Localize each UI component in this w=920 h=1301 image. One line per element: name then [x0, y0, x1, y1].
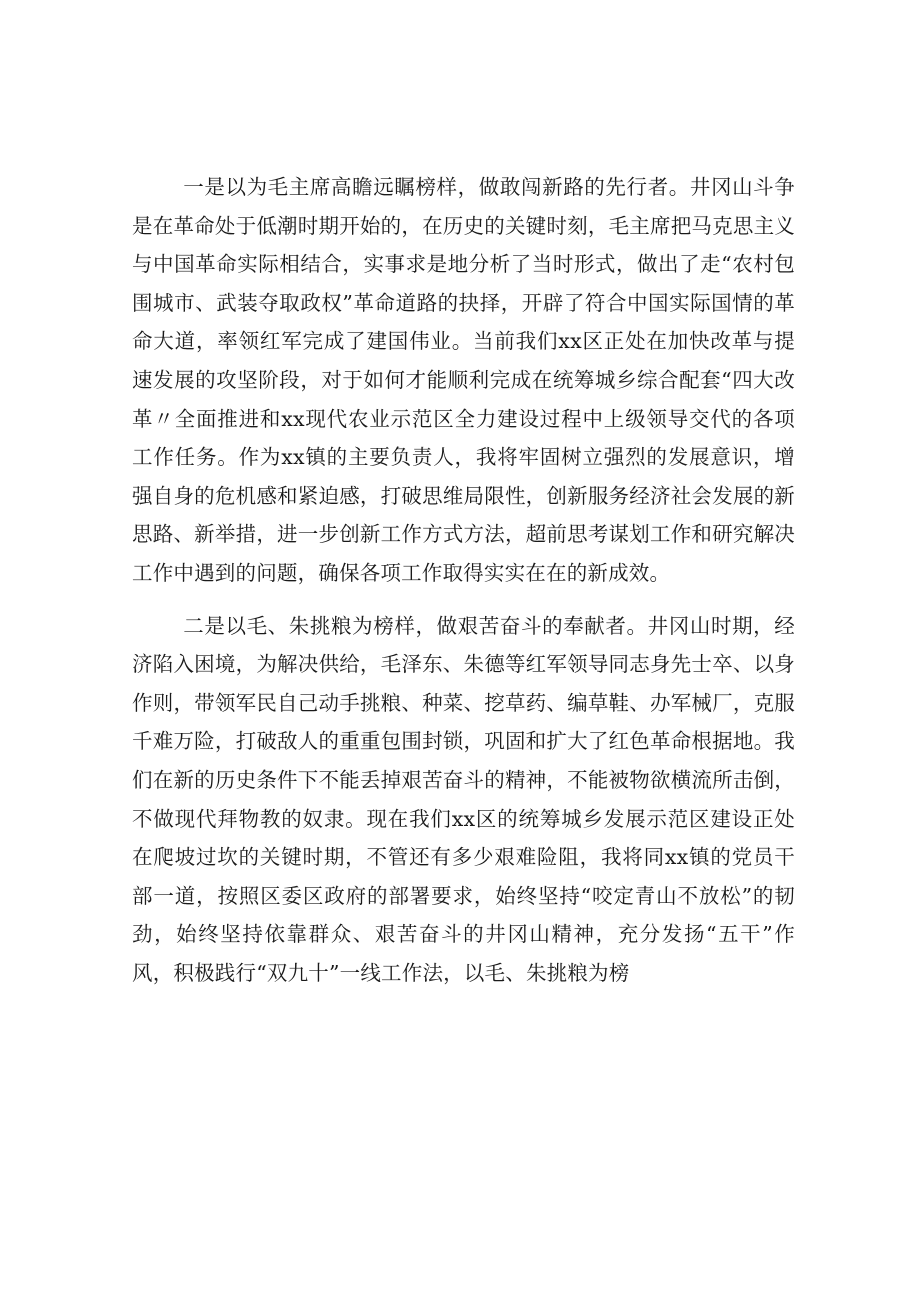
- paragraph-2: 二是以毛、朱挑粮为榜样，做艰苦奋斗的奉献者。井冈山时期，经济陷入困境，为解决供给，毛泽东、朱德等红军领导同志身先士卒、以身作则，带领军民自己动手挑粮、种菜、挖草药、编草鞋、办军械厂，克服千难万险，打破敌人的重重包围封锁，巩固和扩大了红色革命根据地。我们在新的历史条件下不能丢掉艰苦奋斗的精神，不能被物欲横流所击倒，不做现代拜物教的奴隶。现在我们xx区的统筹城乡发展示范区建设正处在爬坡过坎的关键时期，不管还有多少艰难险阻，我将同xx镇的党员干部一道，按照区委区政府的部署要求，始终坚持“咬定青山不放松”的韧劲，始终坚持依靠群众、艰苦奋斗的井冈山精神，充分发扬“五干”作风，积极践行“双九十”一线工作法，以毛、朱挑粮为榜: [132, 613, 795, 985]
- document-body: [132, 168, 795, 992]
- paragraph-1: 一是以为毛主席高瞻远瞩榜样，做敢闯新路的先行者。井冈山斗争是在革命处于低潮时期开始的，在历史的关键时刻，毛主席把马克思主义与中国革命实际相结合，实事求是地分析了当时形式，做出了走“农村包围城市、武装夺取政权”革命道路的抉择，开辟了符合中国实际国情的革命大道，率领红军完成了建国伟业。当前我们xx区正处在加快改革与提速发展的攻坚阶段，对于如何才能顺利完成在统筹城乡综合配套“四大改革〃全面推进和xx现代农业示范区全力建设过程中上级领导交代的各项工作任务。作为xx镇的主要负责人，我将牢固树立强烈的发展意识，增强自身的危机感和紧迫感，打破思维局限性，创新服务经济社会发展的新思路、新举措，进一步创新工作方式方法，超前思考谋划工作和研究解决工作中遇到的问题，确保各项工作取得实实在在的新成效。: [132, 175, 795, 585]
